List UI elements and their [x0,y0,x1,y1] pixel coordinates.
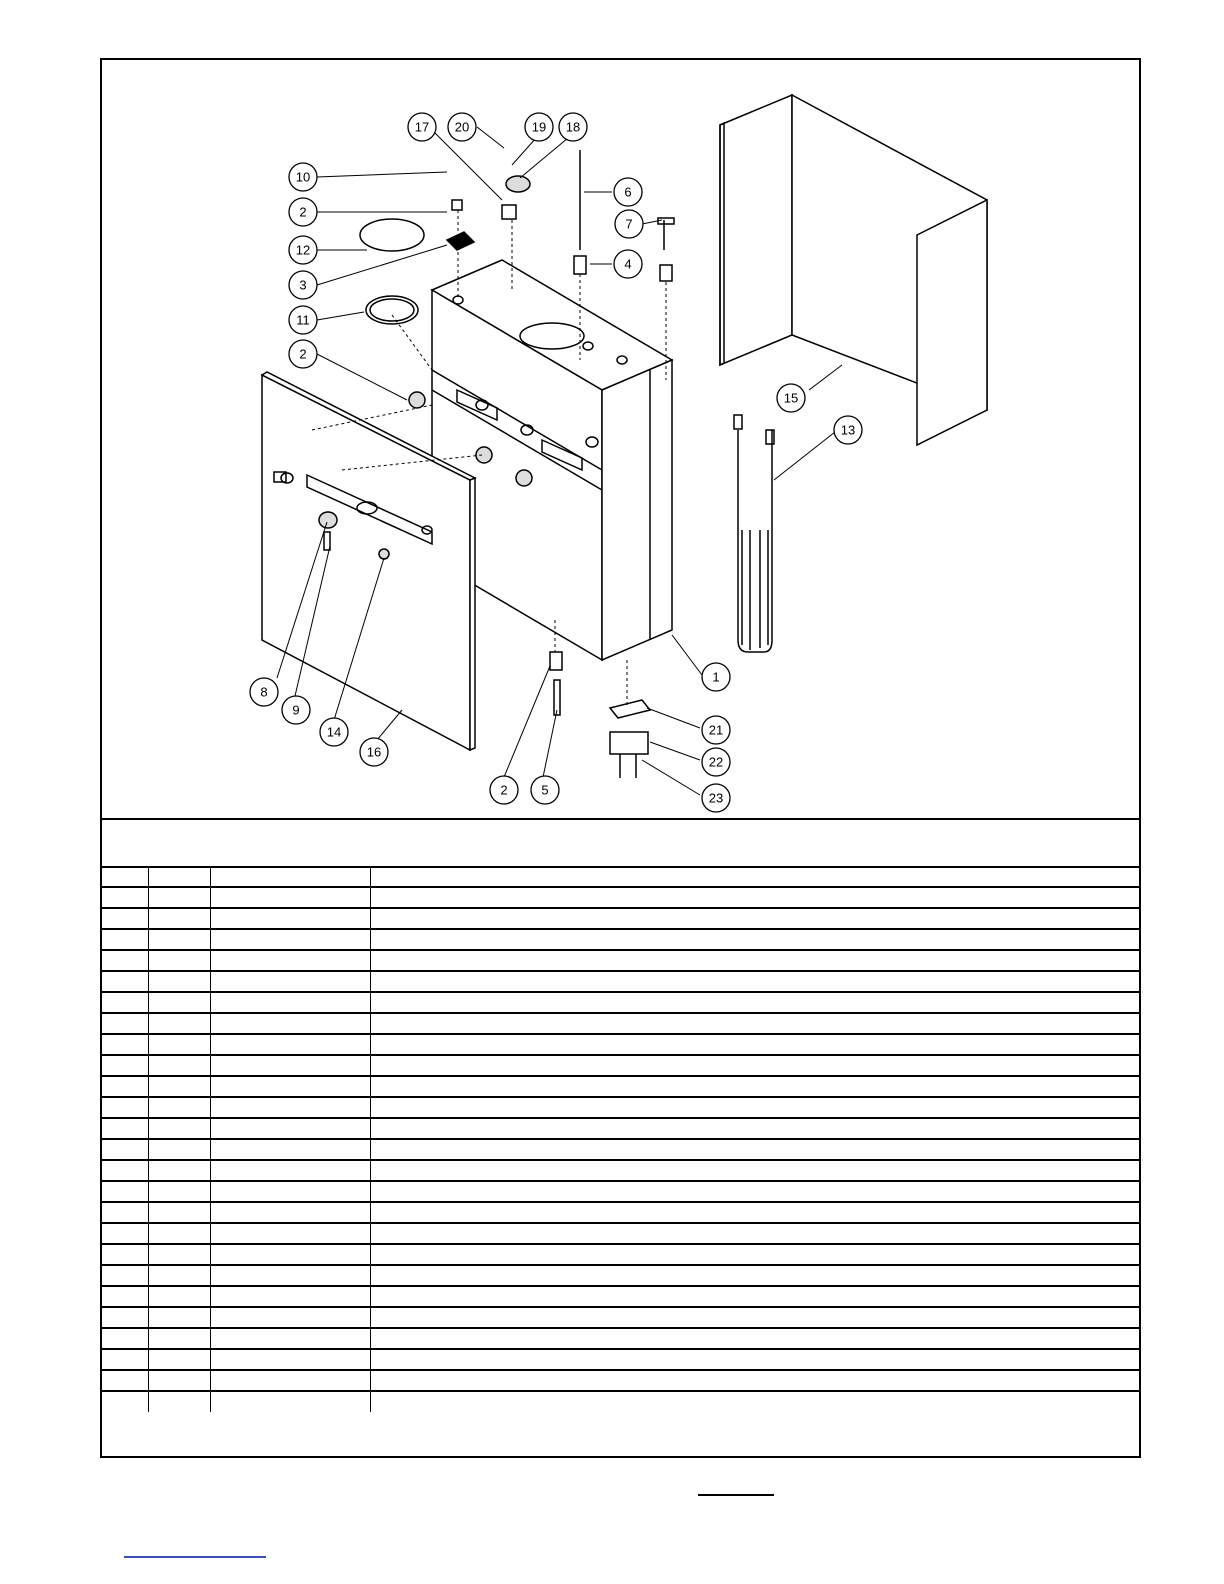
table-cell [148,1181,210,1202]
table-row [102,1139,1139,1160]
table-cell [148,1097,210,1118]
table-cell [370,1328,1139,1349]
callout-3 [289,271,317,299]
callout-13 [834,416,862,444]
table-row [102,1349,1139,1370]
callout-label: 6 [624,184,632,200]
callout-4 [614,250,642,278]
table-cell [102,1391,148,1412]
table-cell [148,1244,210,1265]
table-cell [148,1055,210,1076]
table-caption-band [102,818,1139,868]
table-row [102,1202,1139,1223]
table-cell [148,866,210,887]
table-cell [148,1202,210,1223]
callout-14 [320,718,348,746]
callout-17 [408,113,436,141]
table-cell [102,908,148,929]
table-cell [102,971,148,992]
table-cell [370,1181,1139,1202]
callout-label: 20 [454,119,470,135]
table-cell [370,1349,1139,1370]
callout-label: 12 [295,242,311,258]
table-cell [148,929,210,950]
table-cell [102,1223,148,1244]
table-cell [148,971,210,992]
table-cell [148,908,210,929]
table-cell [370,866,1139,887]
table-cell [148,1013,210,1034]
table-row [102,866,1139,887]
table-cell [370,908,1139,929]
table-row [102,1076,1139,1097]
table-cell [370,992,1139,1013]
callout-label: 11 [296,312,310,328]
table-row [102,1244,1139,1265]
callout-label: 22 [708,754,724,770]
callout-label: 17 [414,119,430,135]
table-cell [370,1055,1139,1076]
table-cell [210,1223,370,1244]
table-cell [210,1328,370,1349]
callout-22 [702,748,730,776]
callout-label: 14 [326,724,342,740]
callout-1 [702,663,730,691]
table-cell [210,1391,370,1412]
table-cell [210,1370,370,1391]
callout-20 [448,113,476,141]
table-cell [370,1244,1139,1265]
table-cell [102,1307,148,1328]
table-cell [148,1160,210,1181]
table-cell [148,950,210,971]
callout-19 [525,113,553,141]
table-cell [370,1286,1139,1307]
table-row [102,1328,1139,1349]
exploded-parts-diagram [102,60,1139,818]
table-row [102,1370,1139,1391]
callout-label: 8 [260,684,268,700]
table-cell [102,1370,148,1391]
table-cell [102,866,148,887]
table-cell [102,1076,148,1097]
table-row [102,1181,1139,1202]
table-row [102,1391,1139,1412]
table-cell [210,1244,370,1265]
callout-label: 21 [708,722,724,738]
table-row [102,1265,1139,1286]
table-cell [102,950,148,971]
parts-list-table [102,866,1139,1412]
table-row [102,1055,1139,1076]
table-cell [148,1118,210,1139]
table-cell [210,866,370,887]
table-cell [210,1034,370,1055]
table-cell [210,1013,370,1034]
table-cell [148,992,210,1013]
callout-10 [289,163,317,191]
table-cell [370,1202,1139,1223]
callout-11 [289,306,317,334]
callout-label: 15 [783,390,799,406]
table-cell [148,1349,210,1370]
callout-label: 1 [712,669,720,685]
table-cell [210,1307,370,1328]
table-cell [148,1307,210,1328]
callout-2 [490,776,518,804]
table-row [102,971,1139,992]
table-cell [102,1160,148,1181]
callout-label: 4 [624,256,632,272]
table-cell [370,1139,1139,1160]
callout-label: 18 [565,119,581,135]
callout-8 [250,678,278,706]
table-row [102,887,1139,908]
callout-label: 10 [295,169,311,185]
callout-18 [559,113,587,141]
callout-label: 16 [366,744,382,760]
table-cell [210,1097,370,1118]
table-cell [102,1265,148,1286]
table-cell [370,929,1139,950]
callout-23 [702,784,730,812]
table-cell [102,1118,148,1139]
table-cell [148,1139,210,1160]
table-cell [210,887,370,908]
table-cell [148,887,210,908]
callout-label: 3 [299,277,307,293]
page-number-rule [698,1494,774,1496]
table-row [102,1097,1139,1118]
table-cell [148,1223,210,1244]
table-row [102,1286,1139,1307]
callout-12 [289,236,317,264]
table-row [102,908,1139,929]
table-cell [148,1265,210,1286]
callout-label: 5 [541,782,549,798]
table-cell [102,1055,148,1076]
table-cell [370,1160,1139,1181]
table-cell [148,1391,210,1412]
callout-label: 2 [500,782,508,798]
table-cell [102,1286,148,1307]
table-row [102,1034,1139,1055]
callout-21 [702,716,730,744]
table-cell [102,887,148,908]
table-cell [370,887,1139,908]
table-cell [210,1286,370,1307]
table-cell [102,1328,148,1349]
table-cell [370,1076,1139,1097]
table-cell [210,929,370,950]
callout-label: 7 [625,216,633,232]
heating-element [734,415,774,652]
table-row [102,1307,1139,1328]
callout-label: 19 [531,119,547,135]
table-cell [102,1034,148,1055]
table-cell [370,1370,1139,1391]
table-cell [148,1328,210,1349]
table-row [102,950,1139,971]
callout-9 [282,696,310,724]
table-cell [210,1076,370,1097]
callout-5 [531,776,559,804]
callout-label: 2 [299,204,307,220]
table-cell [148,1034,210,1055]
table-cell [370,1097,1139,1118]
table-cell [102,1244,148,1265]
table-cell [210,1139,370,1160]
table-cell [102,1181,148,1202]
table-cell [370,971,1139,992]
table-cell [210,1265,370,1286]
table-cell [148,1286,210,1307]
table-row [102,929,1139,950]
table-cell [210,1118,370,1139]
table-cell [370,1118,1139,1139]
callout-16 [360,738,388,766]
table-cell [210,1181,370,1202]
callout-2 [289,198,317,226]
callout-label: 23 [708,790,724,806]
table-cell [102,1097,148,1118]
table-cell [370,1391,1139,1412]
table-cell [148,1076,210,1097]
table-cell [210,1202,370,1223]
table-cell [102,1349,148,1370]
bottom-fittings [550,652,650,778]
table-row [102,1223,1139,1244]
table-cell [210,950,370,971]
callout-label: 9 [292,702,300,718]
table-cell [210,971,370,992]
table-cell [148,1370,210,1391]
callout-6 [614,178,642,206]
table-cell [370,1265,1139,1286]
table-cell [102,1139,148,1160]
callout-2 [289,340,317,368]
table-cell [210,1160,370,1181]
table-cell [102,992,148,1013]
page-frame [100,58,1141,1458]
table-row [102,992,1139,1013]
table-cell [370,950,1139,971]
table-cell [210,908,370,929]
table-cell [370,1223,1139,1244]
table-cell [370,1034,1139,1055]
callout-7 [615,210,643,238]
table-row [102,1160,1139,1181]
table-cell [210,1055,370,1076]
callout-15 [777,384,805,412]
table-cell [370,1013,1139,1034]
table-cell [102,1013,148,1034]
table-row [102,1118,1139,1139]
table-cell [210,1349,370,1370]
callout-label: 13 [840,422,856,438]
table-row [102,1013,1139,1034]
callout-label: 2 [299,346,307,362]
table-cell [210,992,370,1013]
insulation-shield [720,95,987,445]
footer-link-underline[interactable] [124,1556,266,1558]
table-cell [102,929,148,950]
table-cell [102,1202,148,1223]
table-cell [370,1307,1139,1328]
